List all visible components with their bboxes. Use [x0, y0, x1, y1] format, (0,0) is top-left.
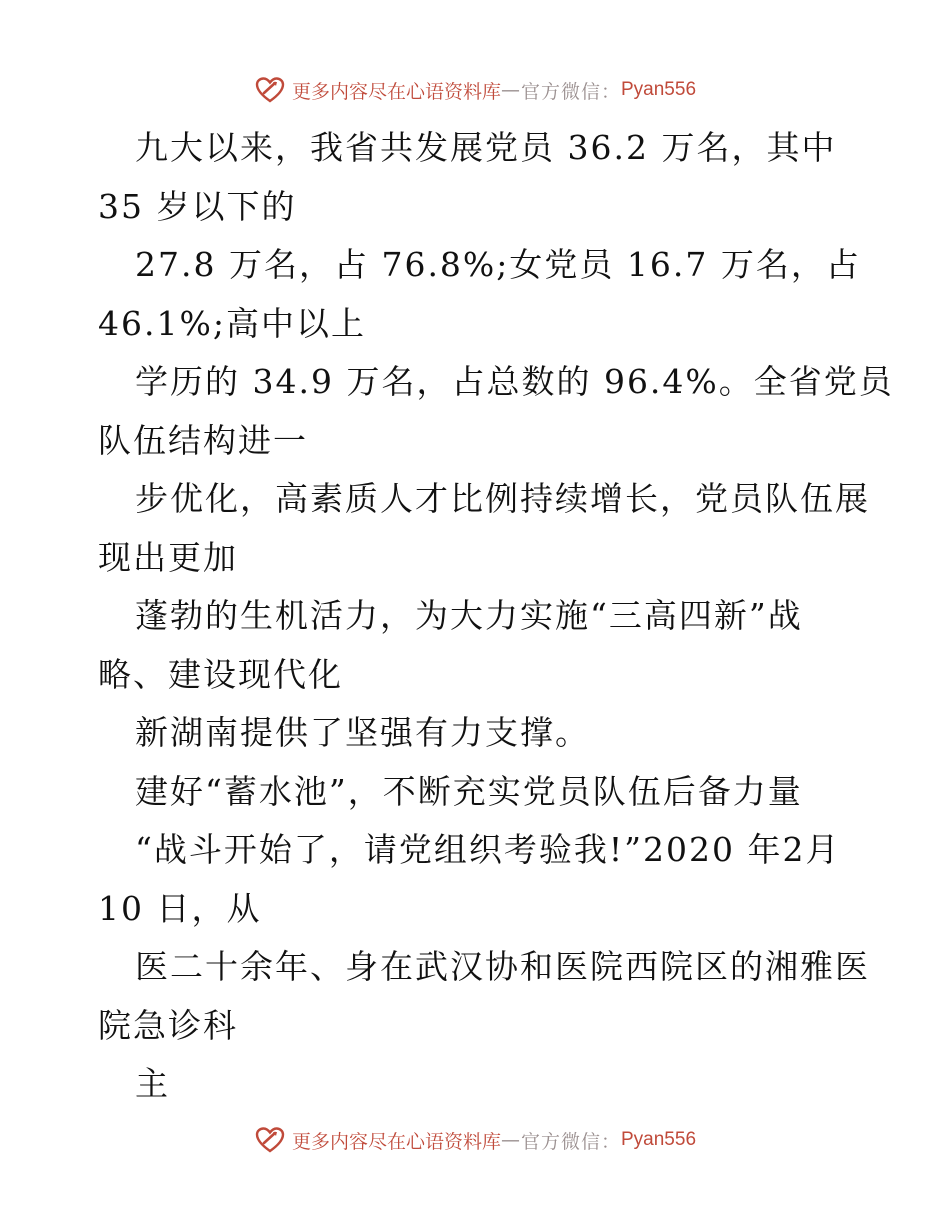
- watermark-wechat-label: 官方微信：: [520, 80, 621, 103]
- text-line: 新湖南提供了坚强有力支撑。: [135, 713, 590, 752]
- header-watermark: [0, 70, 950, 110]
- text-line: 医二十余年、身在武汉协和医院西院区的湘雅医: [135, 947, 870, 986]
- text-line: 35 岁以下的: [98, 186, 297, 226]
- watermark-brand: 更多内容尽在心语资料库: [291, 80, 501, 103]
- heart-logo-icon: [254, 1124, 286, 1156]
- text-line: “战斗开始了，请党组织考验我!”2020 年2月: [135, 830, 841, 869]
- text-line: 蓬勃的生机活力，为大力实施“三高四新”战: [135, 596, 803, 635]
- text-line: 步优化，高素质人才比例持续增长，党员队伍展: [135, 479, 870, 518]
- text-line: 学历的 34.9 万名，占总数的 96.4%。全省党员: [135, 362, 894, 401]
- document-body: [98, 124, 894, 1119]
- text-line: 10 日，从: [98, 888, 262, 928]
- text-line: 46.1%;高中以上: [98, 303, 366, 343]
- text-line: 略、建设现代化: [98, 654, 343, 694]
- watermark-separator: —: [500, 1129, 521, 1151]
- watermark-separator: —: [500, 79, 521, 101]
- heart-logo-icon: [254, 74, 286, 106]
- watermark-wechat-id: Pyan556: [621, 79, 697, 100]
- text-line: 院急诊科: [98, 1005, 238, 1045]
- text-line: 主: [135, 1064, 170, 1103]
- footer-watermark: [0, 1120, 950, 1160]
- watermark-wechat-label: 官方微信：: [520, 1130, 621, 1153]
- text-line: 现出更加: [98, 537, 238, 577]
- watermark-wechat-id: Pyan556: [621, 1129, 697, 1150]
- text-line: 九大以来，我省共发展党员 36.2 万名，其中: [135, 128, 837, 167]
- section-heading: 建好“蓄水池”，不断充实党员队伍后备力量: [135, 771, 803, 811]
- watermark-brand: 更多内容尽在心语资料库: [291, 1130, 501, 1153]
- text-line: 队伍结构进一: [98, 420, 308, 460]
- text-line: 27.8 万名，占 76.8%;女党员 16.7 万名，占: [135, 245, 861, 284]
